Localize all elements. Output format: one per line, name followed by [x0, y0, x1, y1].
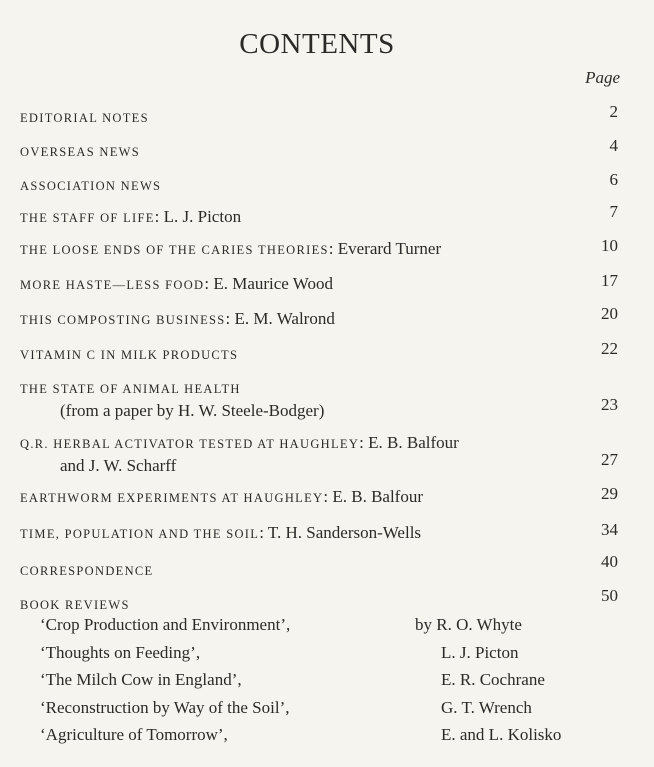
entry-page: 23 [601, 395, 618, 414]
entry-page: 40 [601, 552, 618, 571]
entry-page: 6 [609, 170, 618, 189]
entry-title: THE STATE OF ANIMAL HEALTH [20, 382, 241, 396]
entry-title: CORRESPONDENCE [20, 564, 154, 578]
entry-author: : E. B. Balfour [323, 487, 424, 506]
entry-continuation: (from a paper by H. W. Steele-Bodger) [60, 401, 325, 420]
review-author: by R. O. Whyte [415, 615, 522, 634]
book-review-item [40, 698, 620, 726]
toc-entry-association-news [20, 170, 618, 197]
toc-entry-time-population-soil [20, 522, 618, 545]
review-title: ‘Crop Production and Environment’, [40, 615, 291, 634]
entry-page: 7 [609, 202, 618, 221]
entry-page: 17 [601, 271, 618, 290]
review-author: E. and L. Kolisko [441, 725, 562, 744]
review-author: L. J. Picton [441, 642, 519, 662]
toc-entry-more-haste [20, 273, 618, 296]
book-review-item [40, 643, 620, 671]
entry-title: VITAMIN C IN MILK PRODUCTS [20, 348, 239, 362]
entry-title: EDITORIAL NOTES [20, 111, 149, 125]
toc-entry-earthworm-experiments [20, 486, 618, 509]
entry-author: : E. B. Balfour [359, 433, 459, 452]
toc-entry-correspondence [20, 552, 618, 582]
entry-author: : T. H. Sanderson-Wells [259, 523, 422, 542]
review-title: ‘Thoughts on Feeding’, [40, 642, 201, 662]
entry-title: OVERSEAS NEWS [20, 145, 141, 159]
entry-title: THE LOOSE ENDS OF THE CARIES THEORIES [20, 243, 329, 257]
entry-page: 34 [601, 520, 618, 539]
entry-author: : Everard Turner [328, 239, 442, 258]
toc-entry-overseas-news [20, 136, 618, 163]
review-author: G. T. Wrench [441, 697, 532, 717]
page-title: CONTENTS [239, 28, 395, 60]
entry-title: EARTHWORM EXPERIMENTS AT HAUGHLEY [20, 491, 324, 505]
entry-title: ASSOCIATION NEWS [20, 179, 162, 193]
book-review-item [40, 725, 620, 753]
toc-entry-editorial-notes [20, 102, 618, 129]
entry-continuation: and J. W. Scharff [60, 456, 177, 475]
entry-page: 10 [601, 236, 618, 255]
entry-author: : L. J. Picton [154, 207, 242, 226]
entry-page: 29 [601, 484, 618, 503]
review-title: ‘Agriculture of Tomorrow’, [40, 725, 228, 744]
entry-page: 4 [609, 136, 618, 155]
entry-page: 2 [609, 102, 618, 121]
toc-entry-staff-of-life [20, 202, 618, 229]
toc-entry-book-reviews [20, 586, 618, 616]
entry-title: Q.R. HERBAL ACTIVATOR TESTED AT HAUGHLEY [20, 437, 360, 451]
entry-title: TIME, POPULATION AND THE SOIL [20, 527, 260, 541]
toc-entry-vitamin-c [20, 339, 618, 366]
toc-entry-composting-business [20, 304, 618, 331]
page-column-label: Page [585, 68, 620, 87]
entry-title: THE STAFF OF LIFE [20, 211, 155, 225]
review-author: E. R. Cochrane [441, 670, 545, 689]
toc-entry-herbal-activator [20, 432, 618, 477]
toc-entry-animal-health [20, 377, 618, 422]
book-reviews-list [40, 615, 620, 753]
entry-page: 50 [601, 586, 618, 605]
review-title: ‘The Milch Cow in England’, [40, 670, 242, 689]
entry-title: BOOK REVIEWS [20, 598, 130, 612]
book-review-item [40, 670, 620, 698]
entry-author: : E. M. Walrond [225, 309, 335, 328]
entry-author: : E. Maurice Wood [204, 274, 333, 293]
entry-page: 22 [601, 339, 618, 358]
toc-entry-caries-theories [20, 238, 618, 261]
entry-page: 27 [601, 450, 618, 469]
review-title: ‘Reconstruction by Way of the Soil’, [40, 697, 290, 717]
entry-title: THIS COMPOSTING BUSINESS [20, 313, 226, 327]
entry-page: 20 [601, 304, 618, 323]
book-review-item [40, 615, 620, 643]
entry-title: MORE HASTE—LESS FOOD [20, 278, 205, 292]
